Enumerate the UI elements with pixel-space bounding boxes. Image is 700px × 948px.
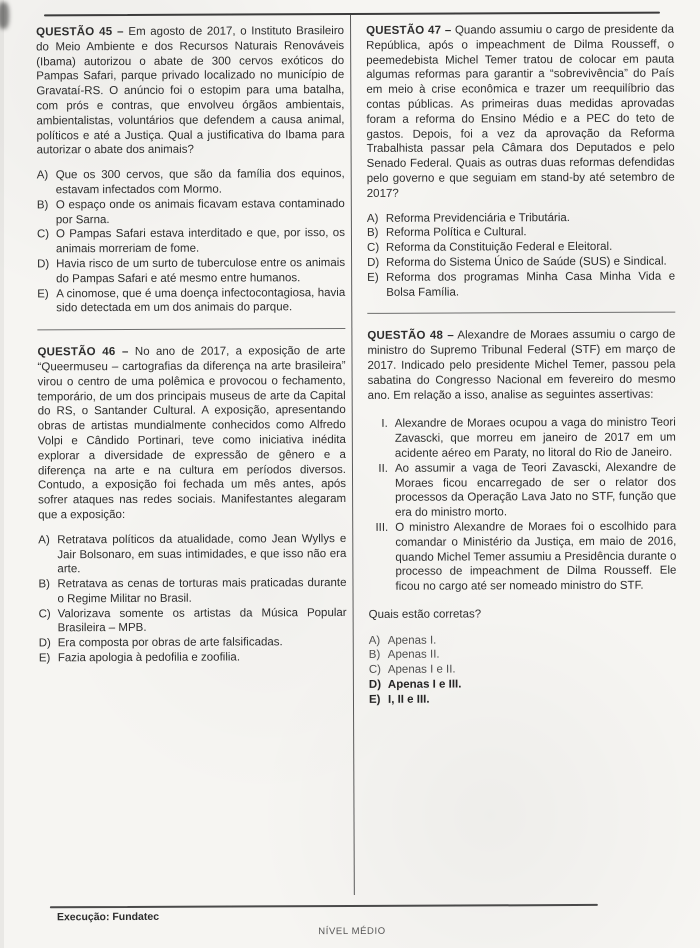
option-letter: A): [36, 169, 49, 182]
question-48-number: QUESTÃO 48 –: [367, 329, 454, 343]
question-48-text: [367, 328, 675, 403]
option-47-a: [367, 210, 675, 226]
option-45-a: [37, 167, 345, 198]
question-45-number: QUESTÃO 45 –: [36, 25, 124, 39]
option-letter: E): [38, 652, 51, 665]
option-text: Retratava políticos da atualidade, como Jean Wyllys e Jair Bolsonaro, em suas intimidades, e que isso não era arte.: [57, 532, 347, 576]
assertion-ii: [368, 460, 676, 521]
option-47-c: [367, 240, 675, 256]
option-text: Apenas II.: [387, 649, 440, 662]
question-47-body: Quando assumiu o cargo de presidente da República, após o impeachment de Dilma Rousseff, o peemedebista Michel Temer tratou de colocar em pauta algumas reformas para garantir a “sobrevivência” do País em meio à crise econômica e trazer um reequilíbrio das contas públicas. As primeiras duas medidas aprovadas foram a reforma do Ensino Médio e a PEC do teto de gastos. Depois, foi a vez da aprovação da Reforma Trabalhista passar pela Câmara dos Deputados e pelo Senado Federal. Quais as outras duas reformas defendidas pelo governo e que seguiam em stand-by até setembro de 2017?: [366, 23, 675, 200]
option-text: Apenas I e III.: [387, 678, 462, 691]
option-45-b: [37, 197, 345, 228]
question-47-number: QUESTÃO 47 –: [366, 24, 452, 37]
option-47-b: [367, 225, 675, 241]
option-text: I, II e III.: [387, 693, 430, 706]
option-letter: E): [367, 271, 379, 284]
option-letter: D): [367, 256, 380, 269]
option-letter: E): [368, 693, 381, 706]
option-letter: A): [366, 212, 379, 225]
option-letter: B): [368, 649, 381, 662]
option-letter: A): [368, 634, 381, 647]
question-48-options: [369, 632, 677, 707]
question-47: [366, 23, 675, 301]
option-text: Reforma dos programas Minha Casa Minha Vida e Bolsa Família.: [386, 270, 676, 299]
option-text: Reforma Política e Cultural.: [385, 226, 527, 240]
question-46-text: [37, 344, 346, 523]
assertion-text: Alexandre de Moraes ocupou a vaga do ministro Teori Zavascki, que morreu em janeiro de 2017 em um acidente aéreo em Paraty, no litoral do Rio de Janeiro.: [394, 416, 676, 460]
footer-execution-label: Execução: Fundatec: [56, 910, 160, 924]
option-text: A cinomose, que é uma doença infectocontagiosa, havia sido detectada em um dos animais do parque.: [56, 286, 346, 315]
option-letter: E): [37, 287, 49, 300]
option-48-a: [369, 632, 677, 648]
question-46-body: No ano de 2017, a exposição de arte “Queermuseu – cartografias da diferença na arte brasileira” virou o centro de uma polêmica e provocou o fechamento, temporário, de um dos principais museus de arte da Capital do RS, o Santander Cultural. A exposição, apresentando obras de artistas mundialmente conhecidos como Alfredo Volpi e Cândido Portinari, teve como iniciativa inédita explorar a diversidade de expressão de gênero e a diferença na arte e na cultura em períodos diversos. Contudo, a exposição foi fechada um mês antes, após sofrer ataques nas redes sociais. Manifestantes alegaram que a exposição:: [37, 345, 347, 522]
right-column: [366, 23, 677, 708]
assertion-text: O ministro Alexandre de Moraes foi o escolhido para comandar o Ministério da Justiça, em maio de 2016, quando Michel Temer assumiu a Presidência durante o processo de impeachment de Dilma Rousseff. Ele ficou no cargo até ser nomeado ministro do STF.: [395, 520, 677, 593]
question-46-options: [38, 532, 347, 667]
question-48: [367, 328, 677, 708]
question-45-options: [37, 167, 346, 316]
option-text: Era composta por obras de arte falsificadas.: [57, 636, 283, 650]
option-48-d: [369, 677, 677, 693]
column-divider: [350, 15, 355, 895]
left-column: [36, 24, 347, 666]
option-letter: D): [368, 678, 382, 691]
option-letter: C): [38, 607, 51, 621]
option-48-e: [369, 691, 677, 707]
option-text: Apenas I.: [387, 634, 437, 647]
question-45-text: [36, 24, 345, 159]
option-45-d: [37, 256, 345, 287]
question-47-options: [367, 210, 675, 300]
option-letter: C): [366, 242, 380, 255]
top-rule: [44, 12, 660, 17]
option-letter: D): [37, 258, 50, 271]
question-48-body: Alexandre de Moraes assumiu o cargo de ministro do Supremo Tribunal Federal (STF) em março de 2017. Indicado pelo presidente Michel Temer, passou pela sabatina do Congresso Nacional em fevereiro do mesmo ano. Em relação a isso, analise as seguintes assertivas:: [367, 328, 676, 402]
option-text: O Pampas Safari estava interditado e que, por isso, os animais morreriam de fome.: [55, 227, 345, 256]
option-45-e: [37, 286, 345, 317]
option-47-d: [367, 255, 675, 271]
option-text: Havia risco de um surto de tuberculose entre os animais do Pampas Safari e até mesmo entre humanos.: [56, 256, 346, 286]
option-text: Retratava as cenas de torturas mais praticadas durante o Regime Militar no Brasil.: [57, 577, 347, 606]
question-46: [37, 344, 346, 666]
option-46-c: [39, 606, 347, 637]
question-48-prompt: Quais estão corretas?: [368, 608, 482, 621]
question-48-assertions: [368, 416, 677, 595]
option-46-e: [39, 650, 347, 666]
assertion-numeral: I.: [381, 418, 388, 431]
option-46-a: [38, 532, 346, 578]
option-letter: C): [368, 664, 382, 677]
footer-level-label: NÍVEL MÉDIO: [318, 925, 386, 938]
option-text: Valorizava somente os artistas da Música Popular Brasileira – MPB.: [57, 606, 347, 635]
question-45-body: Em agosto de 2017, o Instituto Brasileiro do Meio Ambiente e dos Recursos Naturais Renováveis (Ibama) autorizou o abate de 300 cervos exóticos do Pampas Safari, parque privado localizado no município de Gravataí-RS. O anúncio foi o estopim para uma batalha, com prós e contras, que envolveu órgãos ambientais, ambientalistas, voluntários que defendem a causa animal, políticos e até a Justiça. Qual a justificativa do Ibama para autorizar o abate dos animais?: [36, 25, 345, 157]
question-divider: [367, 312, 675, 314]
question-46-number: QUESTÃO 46 –: [37, 346, 129, 359]
option-45-c: [37, 226, 345, 257]
option-46-d: [39, 635, 347, 651]
option-text: Fazia apologia à pedofilia e zoofilia.: [57, 651, 241, 665]
option-letter: A): [38, 534, 50, 547]
option-letter: D): [38, 637, 51, 650]
assertion-numeral: III.: [375, 521, 389, 534]
question-45: [36, 24, 345, 316]
option-letter: B): [366, 227, 379, 240]
question-47-text: [366, 23, 675, 202]
option-46-b: [38, 576, 346, 607]
assertion-iii: [368, 519, 676, 594]
option-48-b: [369, 647, 677, 663]
assertion-numeral: II.: [378, 462, 389, 475]
option-letter: C): [36, 228, 50, 241]
footer-rule: [50, 904, 598, 908]
option-text: Reforma do Sistema Único de Saúde (SUS) e Sindical.: [386, 255, 667, 269]
option-text: Apenas I e II.: [387, 663, 456, 677]
option-text: O espaço onde os animais ficavam estava contaminado por Sarna.: [55, 197, 345, 226]
option-text: Reforma da Constituição Federal e Eleitoral.: [385, 241, 613, 254]
option-47-e: [367, 269, 675, 300]
assertion-text: Ao assumir a vaga de Teori Zavascki, Alexandre de Moraes ficou encarregado de ser o relator dos processos da Operação Lava Jato no STF, função que era do ministro morto.: [394, 461, 677, 519]
option-48-c: [369, 662, 677, 678]
assertion-i: [368, 416, 676, 462]
question-divider: [37, 328, 345, 330]
option-text: Reforma Previdenciária e Tributária.: [385, 211, 571, 225]
option-text: Que os 300 cervos, que são da família dos equinos, estavam infectados com Mormo.: [55, 168, 345, 197]
option-letter: B): [36, 199, 49, 212]
option-letter: B): [38, 578, 51, 591]
